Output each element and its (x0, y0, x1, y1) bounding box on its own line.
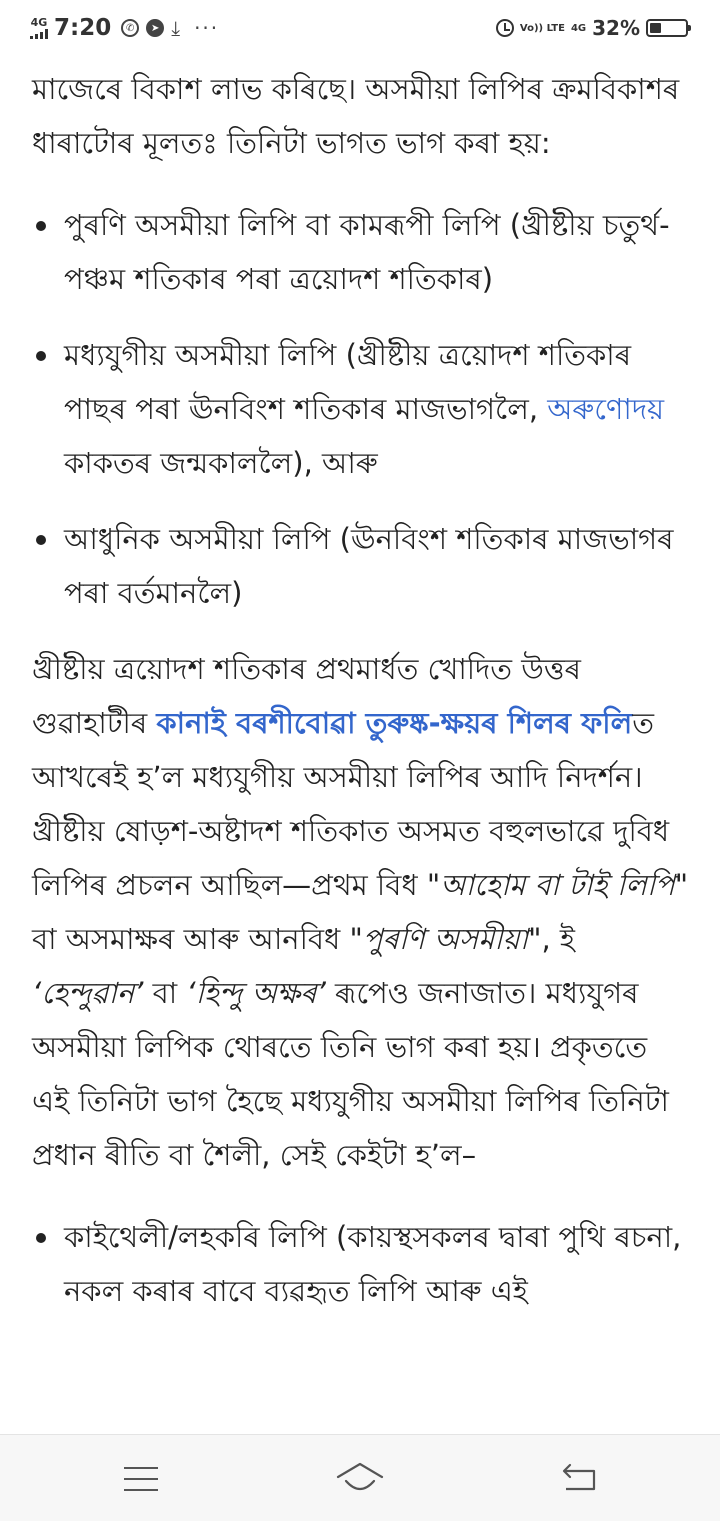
messenger-icon: ➤ (146, 19, 164, 37)
menu-icon[interactable] (124, 1467, 158, 1491)
script-periods-list (32, 198, 692, 620)
article-content (32, 62, 692, 1318)
signal-icon (30, 17, 48, 39)
bullet-icon (36, 221, 46, 231)
list-item (32, 1210, 692, 1318)
status-bar (0, 0, 720, 56)
bullet-icon (36, 1233, 46, 1243)
script-styles-list (32, 1210, 692, 1318)
list-item-text: কাইথেলী/লহকৰি লিপি (কায়স্থসকলৰ দ্বাৰা পুথি ৰচনা, নকল কৰাৰ বাবে ব্যৱহৃত লিপি আৰু এই (64, 1220, 682, 1308)
paragraph-medieval-script: খ্ৰীষ্টীয় ত্ৰয়োদশ শতিকাৰ প্ৰথমাৰ্ধত খোদিত উত্তৰ গুৱাহাটীৰ কানাই বৰশীবোৱা তুৰুষ্ক-ক্ষয়ৰ শিলৰ ফলিত আখৰেই হ’ল মধ্যযুগীয় অসমীয়া লিপিৰ আদি নিদৰ্শন। খ্ৰীষ্টীয় ষোড়শ-অষ্টাদশ শতিকাত অসমত বহুলভাৱে দুবিধ লিপিৰ প্ৰচলন আছিল—প্ৰথম বিধ "আহোম বা টাই লিপি" বা অসমাক্ষৰ আৰু আনবিধ "পুৰণি অসমীয়া", ই ‘হেন্দুৱান’ বা ‘হিন্দু অক্ষৰ’ ৰূপেও জনাজাত। মধ্যযুগৰ অসমীয়া লিপিক থোৰতে তিনি ভাগ কৰা হয়। প্ৰকৃততে এই তিনিটা ভাগ হৈছে মধ্যযুগীয় অসমীয়া লিপিৰ তিনিটা প্ৰধান ৰীতি বা শৈলী, সেই কেইটা হ’ল– (32, 652, 689, 1172)
bullet-icon (36, 351, 46, 361)
list-item (32, 512, 692, 620)
download-icon: ⤓ (171, 16, 181, 40)
navigation-bar (0, 1434, 720, 1521)
bullet-icon (36, 535, 46, 545)
clock: 7:20 (54, 15, 112, 41)
kanai-barashiboa-inscription-link[interactable]: কানাই বৰশীবোৱা তুৰুষ্ক-ক্ষয়ৰ শিলৰ ফলি (156, 706, 633, 740)
status-bar-right (496, 12, 688, 44)
paragraph-intro: মাজেৰে বিকাশ লাভ কৰিছে। অসমীয়া লিপিৰ ক্ৰমবিকাশৰ ধাৰাটোৰ মূলতঃ তিনিটা ভাগত ভাগ কৰা হয়: (32, 72, 680, 160)
list-item-text: পুৰণি অসমীয়া লিপি বা কামৰূপী লিপি (খ্ৰীষ্টীয় চতুৰ্থ-পঞ্চম শতিকাৰ পৰা ত্ৰয়োদশ শতিকাৰ) (64, 208, 670, 296)
battery-percent: 32% (592, 16, 640, 40)
status-bar-left (30, 12, 219, 44)
list-item-text: আধুনিক অসমীয়া লিপি (ঊনবিংশ শতিকাৰ মাজভাগৰ পৰা বৰ্তমানলৈ) (64, 522, 674, 610)
list-item-text: মধ্যযুগীয় অসমীয়া লিপি (খ্ৰীষ্টীয় ত্ৰয়োদশ শতিকাৰ পাছৰ পৰা ঊনবিংশ শতিকাৰ মাজভাগলৈ, (64, 338, 632, 426)
list-item-text: কাকতৰ জন্মকাললৈ), আৰু (64, 446, 378, 480)
network-type-label: 4G (30, 16, 48, 29)
battery-icon (646, 19, 688, 37)
arunodoi-link[interactable]: অৰুণোদয় (547, 392, 665, 426)
list-item (32, 328, 692, 490)
alarm-icon (496, 19, 514, 37)
home-icon[interactable] (336, 1461, 384, 1495)
back-icon[interactable] (560, 1463, 598, 1493)
more-notifications-icon: ··· (194, 16, 220, 40)
volte-icon: Vo)) LTE (519, 22, 565, 34)
list-item (32, 198, 692, 306)
mobile-data-icon: 4G (570, 22, 587, 34)
whatsapp-icon: ✆ (121, 19, 139, 37)
